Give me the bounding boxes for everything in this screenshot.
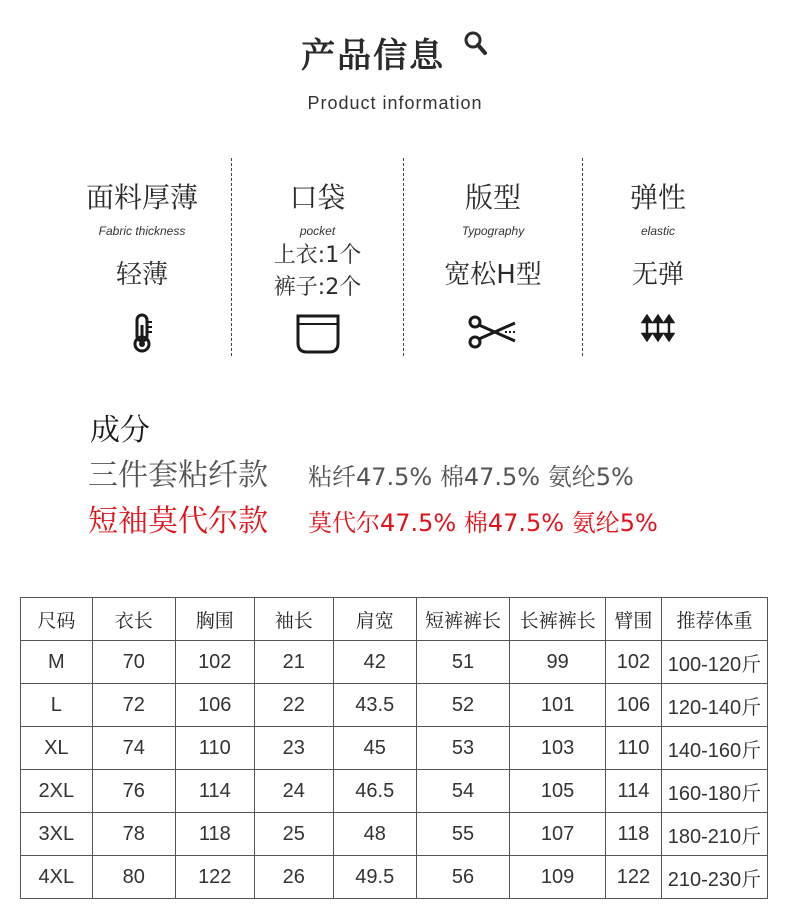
table-cell: 43.5 <box>333 684 416 727</box>
composition-item <box>88 450 634 494</box>
composition-detail: 莫代尔47.5% 棉47.5% 氨纶5% <box>308 509 658 537</box>
composition-detail: 粘纤47.5% 棉47.5% 氨纶5% <box>308 463 634 491</box>
table-cell: 180-210斤 <box>661 813 767 856</box>
table-cell: 25 <box>254 813 333 856</box>
thermometer-icon <box>53 313 231 353</box>
composition-name: 短袖莫代尔款 <box>88 504 268 539</box>
column-header: 袖长 <box>254 598 333 641</box>
table-cell: 103 <box>510 727 606 770</box>
table-cell: 122 <box>175 856 254 899</box>
table-cell: 52 <box>416 684 510 727</box>
attribute-label-en: elastic <box>640 224 675 238</box>
column-header: 尺码 <box>21 598 93 641</box>
table-cell: 160-180斤 <box>661 770 767 813</box>
attribute-label: 口袋 <box>289 181 346 214</box>
table-cell: 120-140斤 <box>661 684 767 727</box>
column-header: 推荐体重 <box>661 598 767 641</box>
table-row <box>21 813 768 856</box>
table-row <box>21 856 768 899</box>
size-table <box>20 597 768 899</box>
table-cell: 140-160斤 <box>661 727 767 770</box>
table-cell: M <box>21 641 93 684</box>
table-cell: 105 <box>510 770 606 813</box>
search-icon <box>463 28 489 68</box>
table-cell: 106 <box>175 684 254 727</box>
title-text: 产品信息 <box>301 36 446 76</box>
table-cell: 109 <box>510 856 606 899</box>
attribute-value <box>232 240 403 304</box>
table-cell: 80 <box>92 856 175 899</box>
column-header: 衣长 <box>92 598 175 641</box>
attribute-label: 弹性 <box>629 181 686 214</box>
composition-name: 三件套粘纤款 <box>88 458 268 493</box>
table-cell: 21 <box>254 641 333 684</box>
table-cell: 106 <box>605 684 661 727</box>
table-cell: 122 <box>605 856 661 899</box>
table-cell: 49.5 <box>333 856 416 899</box>
composition-heading: 成分 <box>90 413 150 448</box>
attribute-fabric-thickness <box>53 158 231 356</box>
table-cell: L <box>21 684 93 727</box>
page-title <box>0 28 790 77</box>
table-cell: 72 <box>92 684 175 727</box>
table-cell: 114 <box>175 770 254 813</box>
attribute-elastic <box>583 158 733 356</box>
table-cell: 23 <box>254 727 333 770</box>
table-cell: 101 <box>510 684 606 727</box>
table-cell: 3XL <box>21 813 93 856</box>
attribute-typography <box>404 158 582 356</box>
attribute-label-en: pocket <box>299 224 336 238</box>
attribute-value-line: 上衣:1个 <box>273 243 362 268</box>
table-cell: 55 <box>416 813 510 856</box>
table-cell: 102 <box>605 641 661 684</box>
table-header-row <box>21 598 768 641</box>
pocket-icon <box>232 313 403 355</box>
page-subtitle: Product information <box>307 93 483 113</box>
column-header: 短裤裤长 <box>416 598 510 641</box>
table-cell: 74 <box>92 727 175 770</box>
table-cell: 46.5 <box>333 770 416 813</box>
table-cell: 53 <box>416 727 510 770</box>
table-cell: 4XL <box>21 856 93 899</box>
attribute-label-en: Typography <box>461 224 525 238</box>
attribute-label-en: Fabric thickness <box>98 224 186 238</box>
table-cell: 110 <box>175 727 254 770</box>
table-cell: 22 <box>254 684 333 727</box>
attribute-label: 版型 <box>464 181 521 214</box>
table-cell: 78 <box>92 813 175 856</box>
composition-item <box>88 496 658 540</box>
table-cell: 42 <box>333 641 416 684</box>
attribute-value: 无弹 <box>631 260 684 290</box>
column-header: 肩宽 <box>333 598 416 641</box>
scissors-icon <box>404 313 582 351</box>
stretch-arrows-icon <box>583 313 733 343</box>
table-row <box>21 770 768 813</box>
column-header: 胸围 <box>175 598 254 641</box>
table-cell: 99 <box>510 641 606 684</box>
table-cell: 70 <box>92 641 175 684</box>
table-cell: 100-120斤 <box>661 641 767 684</box>
column-header: 臂围 <box>605 598 661 641</box>
table-cell: 210-230斤 <box>661 856 767 899</box>
table-cell: 56 <box>416 856 510 899</box>
table-row <box>21 641 768 684</box>
table-cell: 102 <box>175 641 254 684</box>
attribute-pocket <box>232 158 403 356</box>
product-attributes <box>53 158 733 356</box>
table-cell: 118 <box>175 813 254 856</box>
attribute-label: 面料厚薄 <box>85 181 198 214</box>
table-cell: 107 <box>510 813 606 856</box>
table-cell: 118 <box>605 813 661 856</box>
table-cell: 48 <box>333 813 416 856</box>
column-header: 长裤裤长 <box>510 598 606 641</box>
attribute-value-line: 裤子:2个 <box>273 275 362 300</box>
table-cell: 51 <box>416 641 510 684</box>
attribute-value: 宽松H型 <box>444 260 542 290</box>
table-row <box>21 727 768 770</box>
table-cell: 114 <box>605 770 661 813</box>
table-cell: 45 <box>333 727 416 770</box>
table-cell: 76 <box>92 770 175 813</box>
table-cell: 2XL <box>21 770 93 813</box>
table-cell: 54 <box>416 770 510 813</box>
table-row <box>21 684 768 727</box>
table-cell: 110 <box>605 727 661 770</box>
table-cell: XL <box>21 727 93 770</box>
table-cell: 26 <box>254 856 333 899</box>
attribute-value: 轻薄 <box>115 260 168 290</box>
table-cell: 24 <box>254 770 333 813</box>
